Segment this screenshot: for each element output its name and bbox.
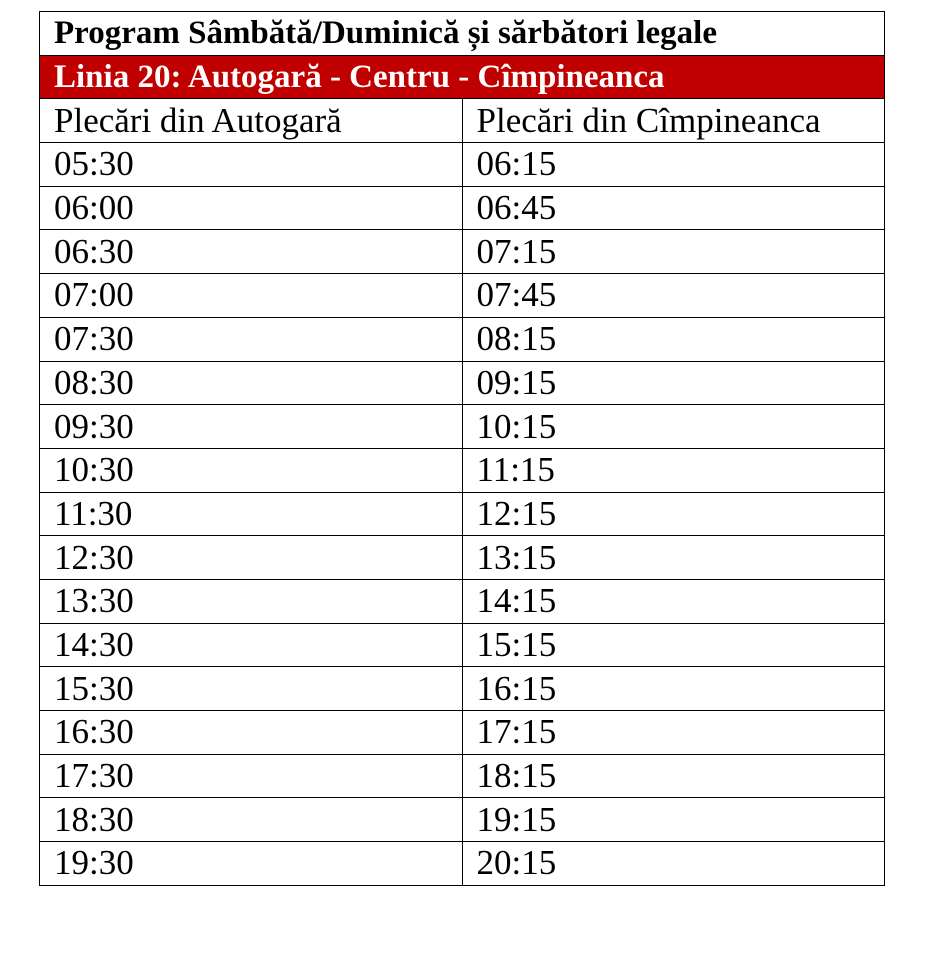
departure-cimpineanca: 11:15 xyxy=(462,448,885,492)
departure-cimpineanca: 10:15 xyxy=(462,405,885,449)
table-row xyxy=(40,667,885,711)
departure-cimpineanca: 08:15 xyxy=(462,317,885,361)
departure-cimpineanca: 15:15 xyxy=(462,623,885,667)
departure-cimpineanca: 06:45 xyxy=(462,186,885,230)
departure-cimpineanca: 07:15 xyxy=(462,230,885,274)
table-row xyxy=(40,754,885,798)
table-row xyxy=(40,536,885,580)
table-row xyxy=(40,448,885,492)
departure-autogara: 19:30 xyxy=(40,842,463,886)
departure-autogara: 13:30 xyxy=(40,579,463,623)
column-header-cimpineanca: Plecări din Cîmpineanca xyxy=(462,99,885,143)
departure-cimpineanca: 13:15 xyxy=(462,536,885,580)
departure-cimpineanca: 17:15 xyxy=(462,711,885,755)
table-row xyxy=(40,186,885,230)
departure-autogara: 16:30 xyxy=(40,711,463,755)
departure-autogara: 05:30 xyxy=(40,143,463,187)
departure-autogara: 14:30 xyxy=(40,623,463,667)
departure-autogara: 09:30 xyxy=(40,405,463,449)
departure-cimpineanca: 20:15 xyxy=(462,842,885,886)
departure-autogara: 10:30 xyxy=(40,448,463,492)
departure-cimpineanca: 09:15 xyxy=(462,361,885,405)
column-header-row xyxy=(40,99,885,143)
departure-cimpineanca: 06:15 xyxy=(462,143,885,187)
departure-cimpineanca: 18:15 xyxy=(462,754,885,798)
departure-cimpineanca: 07:45 xyxy=(462,274,885,318)
table-row xyxy=(40,842,885,886)
departure-cimpineanca: 12:15 xyxy=(462,492,885,536)
table-row xyxy=(40,230,885,274)
table-row xyxy=(40,361,885,405)
table-row xyxy=(40,798,885,842)
departure-autogara: 06:30 xyxy=(40,230,463,274)
departure-autogara: 11:30 xyxy=(40,492,463,536)
departure-autogara: 07:30 xyxy=(40,317,463,361)
table-row xyxy=(40,317,885,361)
departure-autogara: 12:30 xyxy=(40,536,463,580)
departure-cimpineanca: 16:15 xyxy=(462,667,885,711)
schedule-table xyxy=(39,11,885,886)
departure-cimpineanca: 14:15 xyxy=(462,579,885,623)
table-row xyxy=(40,623,885,667)
column-header-autogara: Plecări din Autogară xyxy=(40,99,463,143)
table-row xyxy=(40,492,885,536)
departure-autogara: 07:00 xyxy=(40,274,463,318)
table-row xyxy=(40,405,885,449)
departure-autogara: 06:00 xyxy=(40,186,463,230)
table-row xyxy=(40,579,885,623)
table-row xyxy=(40,274,885,318)
title-row xyxy=(40,12,885,56)
table-row xyxy=(40,711,885,755)
schedule-title: Program Sâmbătă/Duminică și sărbători legale xyxy=(40,12,885,56)
departure-cimpineanca: 19:15 xyxy=(462,798,885,842)
departure-autogara: 18:30 xyxy=(40,798,463,842)
line-row xyxy=(40,55,885,99)
departure-autogara: 08:30 xyxy=(40,361,463,405)
table-row xyxy=(40,143,885,187)
line-name: Linia 20: Autogară - Centru - Cîmpineanca xyxy=(40,55,885,99)
departure-autogara: 15:30 xyxy=(40,667,463,711)
departure-autogara: 17:30 xyxy=(40,754,463,798)
